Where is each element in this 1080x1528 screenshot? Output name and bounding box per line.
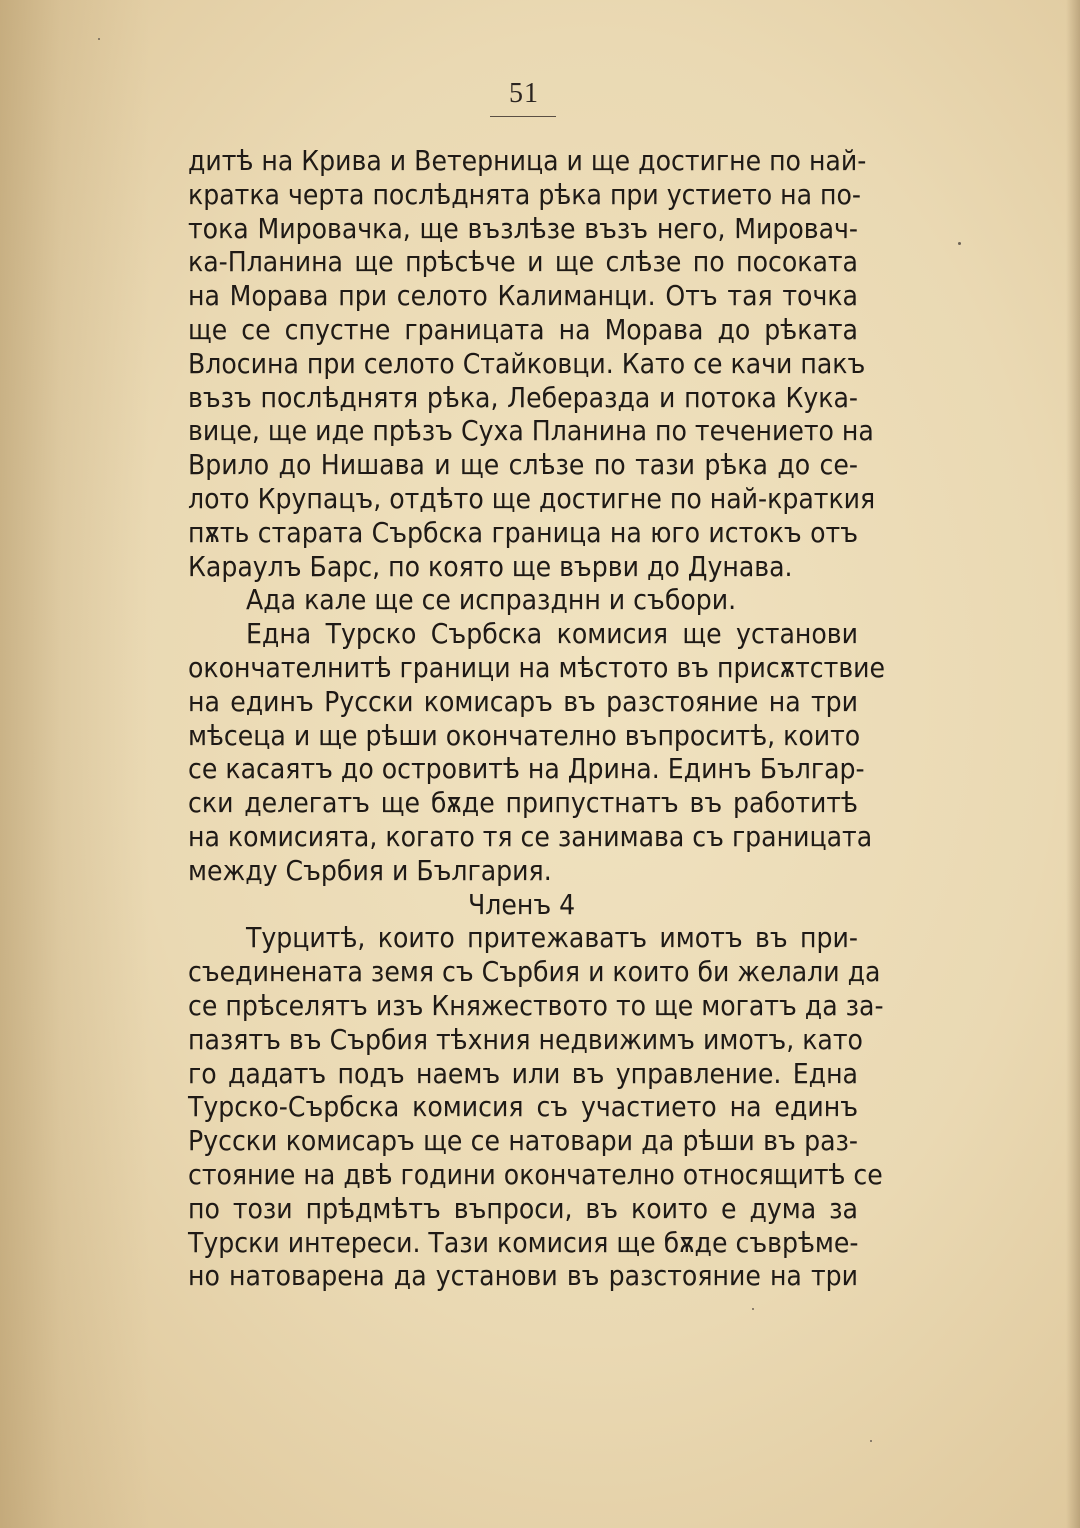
text-line: го дадатъ подъ наемъ или въ управление. Една bbox=[188, 1056, 858, 1090]
text-line: Турски интереси. Тази комисия ще бѫде съврѣме- bbox=[188, 1225, 859, 1259]
text-line: пѫть старата Сърбска граница на юго истокъ отъ bbox=[188, 515, 858, 549]
page-number-rule bbox=[490, 116, 556, 117]
text-line: Ада кале ще се испразднн и събори. bbox=[246, 583, 737, 617]
binding-shadow bbox=[0, 0, 150, 1528]
text-line: мѣсеца и ще рѣши окончателно въпроситѣ, които bbox=[188, 718, 861, 752]
text-line: между Сърбия и България. bbox=[188, 853, 552, 887]
text-line: Турско-Сърбска комисия съ участието на единъ bbox=[188, 1090, 858, 1124]
text-line: ка-Планина ще прѣсѣче и ще слѣзе по посоката bbox=[188, 245, 858, 279]
text-line: Влосина при селото Стайковци. Като се качи пакъ bbox=[188, 346, 866, 380]
paper-speck bbox=[958, 242, 961, 245]
text-line: се касаятъ до островитѣ на Дрина. Единъ Българ- bbox=[188, 752, 865, 786]
text-line: Една Турско Сърбска комисия ще установи bbox=[246, 617, 858, 651]
text-line: пазятъ въ Сърбия тѣхния недвижимъ имотъ, като bbox=[188, 1022, 863, 1056]
page-edge-shadow bbox=[1066, 0, 1080, 1528]
text-line: вице, ще иде прѣзъ Суха Планина по течението на bbox=[188, 414, 874, 448]
body-text bbox=[188, 144, 886, 1293]
text-line: окончателнитѣ граници на мѣстото въ присѫтствие bbox=[188, 650, 886, 684]
text-line: Врило до Нишава и ще слѣзе по тази рѣка до се- bbox=[188, 448, 858, 482]
text-line: се прѣселятъ изъ Княжеството то ще могатъ да за- bbox=[188, 988, 884, 1022]
text-line: съединената земя съ Сърбия и които би желали да bbox=[188, 955, 881, 989]
text-line: тока Мировачка, ще възлѣзе възъ него, Мировач- bbox=[188, 211, 858, 245]
paper-speck bbox=[870, 1440, 872, 1442]
paper-speck bbox=[752, 1308, 754, 1310]
text-line: на Морава при селото Калиманци. Отъ тая точка bbox=[188, 279, 858, 313]
text-line: ще се спустне границата на Морава до рѣката bbox=[188, 312, 858, 346]
paper-speck bbox=[98, 38, 100, 40]
text-line: но натоварена да установи въ разстояние на три bbox=[188, 1259, 858, 1293]
text-line: кратка черта послѣднята рѣка при устието на по- bbox=[188, 177, 862, 211]
text-line: на комисията, когато тя се занимава съ границата bbox=[188, 819, 873, 853]
text-line: Турцитѣ, които притежаватъ имотъ въ при- bbox=[246, 921, 858, 955]
page-number: 51 bbox=[509, 78, 539, 109]
text-line: дитѣ на Крива и Ветерница и ще достигне по най- bbox=[188, 144, 867, 177]
text-line: стояние на двѣ години окончателно относящитѣ се bbox=[188, 1157, 883, 1191]
text-line: по този прѣдмѣтъ въпроси, въ които е дума за bbox=[188, 1191, 858, 1225]
section-heading: Членъ 4 bbox=[468, 887, 576, 921]
text-line: ски делегатъ ще бѫде припустнатъ въ работитѣ bbox=[188, 786, 858, 820]
text-line: на единъ Русски комисаръ въ разстояние на три bbox=[188, 684, 858, 718]
text-line: лото Крупацъ, отдѣто ще достигне по най-краткия bbox=[188, 481, 876, 515]
text-line: възъ послѣднятя рѣка, Леберазда и потока Кука- bbox=[188, 380, 858, 414]
text-line: Караулъ Барс, по която ще върви до Дунава. bbox=[188, 549, 793, 583]
text-line: Русски комисаръ ще се натовари да рѣши въ раз- bbox=[188, 1124, 858, 1158]
